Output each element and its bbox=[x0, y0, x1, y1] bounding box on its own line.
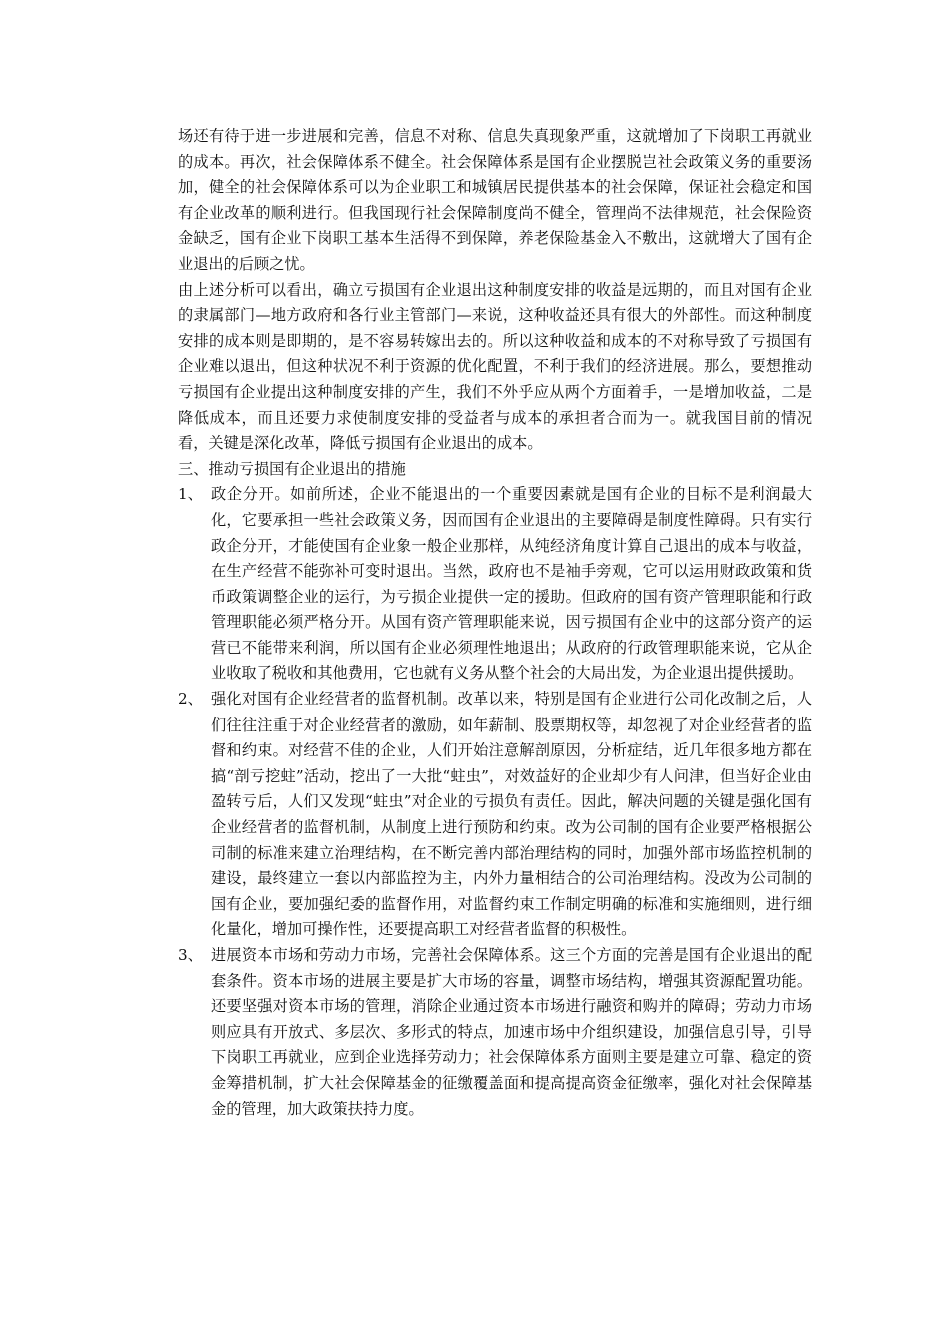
document-page bbox=[178, 124, 812, 1122]
list-item-number: 3、 bbox=[178, 946, 203, 964]
list-item-text: 强化对国有企业经营者的监督机制。改革以来，特别是国有企业进行公司化改制之后，人们往往注重于对企业经营者的激励，如年薪制、股票期权等，却忽视了对企业经营者的监督和约束。对经营不佳的企业，人们开始注意解剖原因，分析症结，近几年很多地方都在搞“剖亏挖蛀”活动，挖出了一大批“蛀虫”，对效益好的企业却少有人问津，但当好企业由盈转亏后，人们又发现“蛀虫”对企业的亏损负有责任。因此，解决问题的关键是强化国有企业经营者的监督机制，从制度上进行预防和约束。改为公司制的国有企业要严格根据公司制的标准来建立治理结构，在不断完善内部治理结构的同时，加强外部市场监控机制的建设，最终建立一套以内部监控为主，内外力量相结合的公司治理结构。没改为公司制的国有企业，要加强纪委的监督作用，对监督约束工作制定明确的标准和实施细则，进行细化量化，增加可操作性，还要提高职工对经营者监督的积极性。 bbox=[211, 690, 812, 939]
body-paragraph: 由上述分析可以看出，确立亏损国有企业退出这种制度安排的收益是远期的，而且对国有企业的隶属部门—地方政府和各行业主管部门—来说，这种收益还具有很大的外部性。而这种制度安排的成本则是即期的，是不容易转嫁出去的。所以这种收益和成本的不对称导致了亏损国有企业难以退出，但这种状况不利于资源的优化配置，不利于我们的经济进展。那么，要想推动亏损国有企业提出这种制度安排的产生，我们不外乎应从两个方面着手，一是增加收益，二是降低成本，而且还要力求使制度安排的受益者与成本的承担者合而为一。就我国目前的情况看，关键是深化改革，降低亏损国有企业退出的成本。 bbox=[178, 280, 812, 453]
body-paragraph: 场还有待于进一步进展和完善，信息不对称、信息失真现象严重，这就增加了下岗职工再就业的成本。再次，社会保障体系不健全。社会保障体系是国有企业摆脱岂社会政策义务的重要汤加，健全的社会保障体系可以为企业职工和城镇居民提供基本的社会保障，保证社会稳定和国有企业改革的顺利进行。但我国现行社会保障制度尚不健全，管理尚不法律规范，社会保险资金缺乏，国有企业下岗职工基本生活得不到保障，养老保险基金入不敷出，这就增大了国有企业退出的后顾之忧。 bbox=[178, 127, 812, 273]
list-item bbox=[178, 687, 812, 943]
section-heading: 三、推动亏损国有企业退出的措施 bbox=[178, 459, 406, 478]
list-item-text: 进展资本市场和劳动力市场，完善社会保障体系。这三个方面的完善是国有企业退出的配套条件。资本市场的进展主要是扩大市场的容量，调整市场结构，增强其资源配置功能。还要坚强对资本市场的管理，消除企业通过资本市场进行融资和购并的障碍；劳动力市场则应具有开放式、多层次、多形式的特点，加速市场中介组织建设，加强信息引导，引导下岗职工再就业，应到企业选择劳动力；社会保障体系方面则主要是建立可靠、稳定的资金筹措机制，扩大社会保障基金的征缴覆盖面和提高提高资金征缴率，强化对社会保障基金的管理，加大政策扶持力度。 bbox=[211, 946, 812, 1118]
list-item-text: 政企分开。如前所述，企业不能退出的一个重要因素就是国有企业的目标不是利润最大化，它要承担一些社会政策义务，因而国有企业退出的主要障碍是制度性障碍。只有实行政企分开，才能使国有企业象一般企业那样，从纯经济角度计算自己退出的成本与收益，在生产经营不能弥补可变时退出。当然，政府也不是袖手旁观，它可以运用财政政策和货币政策调整企业的运行，为亏损企业提供一定的援助。但政府的国有资产管理职能和行政管理职能必须严格分开。从国有资产管理职能来说，因亏损国有企业中的这部分资产的运营已不能带来利润，所以国有企业必须理性地退出；从政府的行政管理职能来说，它从企业收取了税收和其他费用，它也就有义务从整个社会的大局出发，为企业退出提供援助。 bbox=[211, 485, 812, 683]
list-item-number: 1、 bbox=[178, 485, 203, 504]
list-item bbox=[178, 482, 812, 687]
list-item bbox=[178, 943, 812, 1122]
list-item-number: 2、 bbox=[178, 690, 203, 709]
